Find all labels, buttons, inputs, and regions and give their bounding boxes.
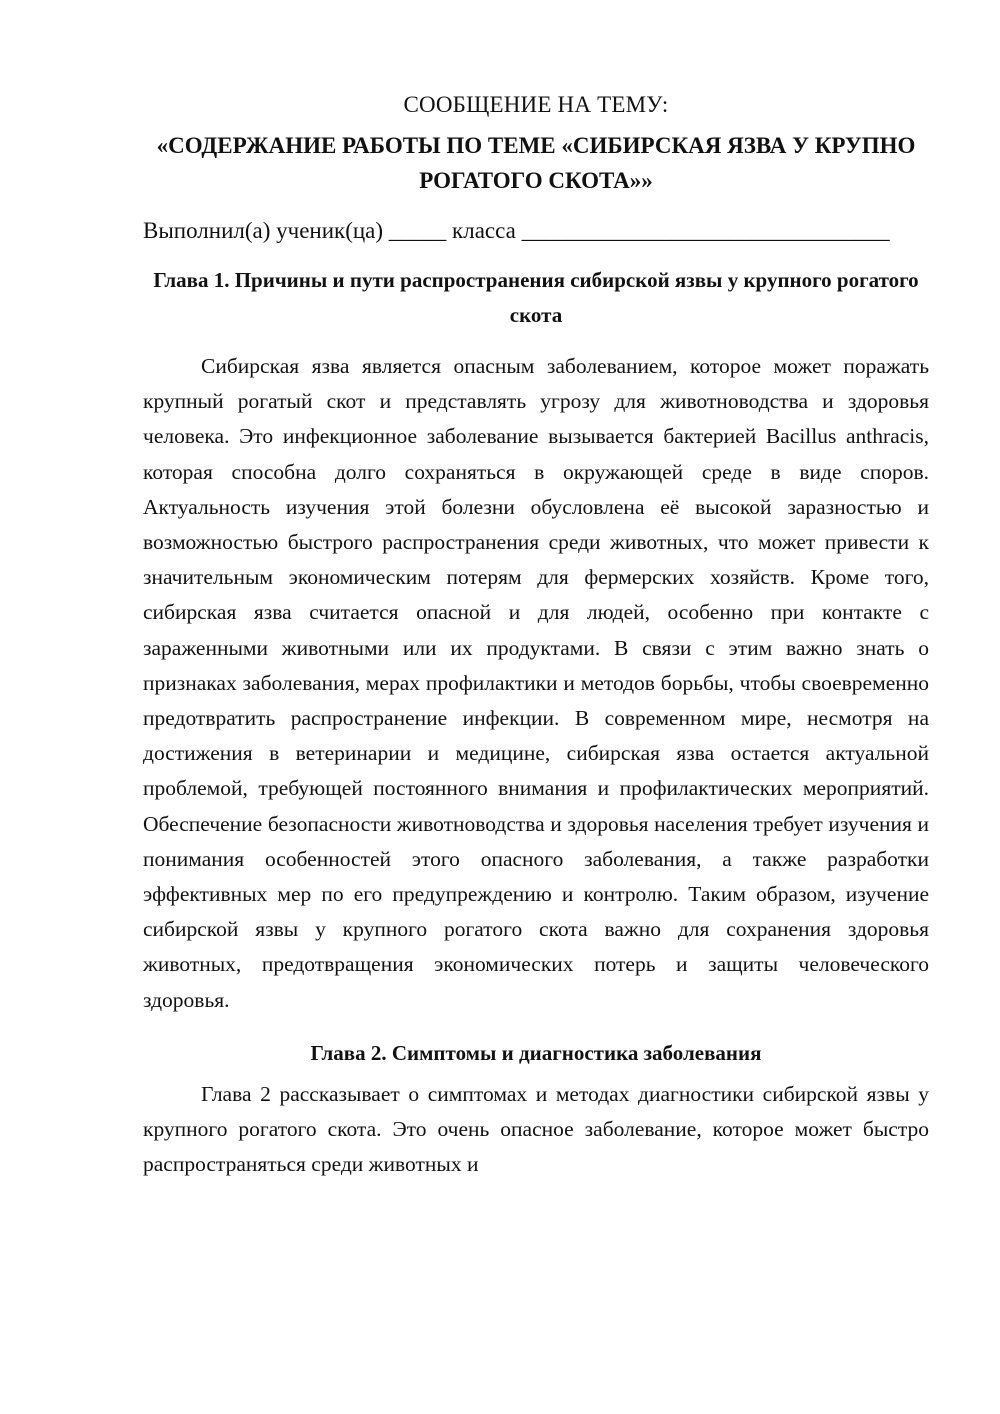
document-page [143,88,929,1182]
author-line: Выполнил(а) ученик(ца) _____ класса ________________________________ [143,218,890,243]
document-title: «СОДЕРЖАНИЕ РАБОТЫ ПО ТЕМЕ «СИБИРСКАЯ ЯЗВА У КРУПНО РОГАТОГО СКОТА»» [156,133,916,193]
chapter-1-paragraph: Сибирская язва является опасным заболеванием, которое может поражать крупный рогатый скот и представлять угрозу для животноводства и здоровья человека. Это инфекционное заболевание вызывается бактерией Bacillus anthracis, которая способна долго сохраняться в окружающей среде в виде споров. Актуальность изучения этой болезни обусловлена её высокой заразностью и возможностью быстрого распространения среди животных, что может привести к значительным экономическим потерям для фермерских хозяйств. Кроме того, сибирская язва считается опасной и для людей, особенно при контакте с зараженными животными или их продуктами. В связи с этим важно знать о признаках заболевания, мерах профилактики и методов борьбы, чтобы своевременно предотвратить распространение инфекции. В современном мире, несмотря на достижения в ветеринарии и медицине, сибирская язва остается актуальной проблемой, требующей постоянного внимания и профилактических мероприятий. Обеспечение безопасности животноводства и здоровья населения требует изучения и понимания особенностей этого опасного заболевания, а также разработки эффективных мер по его предупреждению и контролю. Таким образом, изучение сибирской язвы у крупного рогатого скота важно для сохранения здоровья животных, предотвращения экономических потерь и защиты человеческого здоровья. [143,354,929,1012]
chapter-2-heading: Глава 2. Симптомы и диагностика заболевания [310,1040,762,1065]
chapter-2-paragraph: Глава 2 рассказывает о симптомах и методах диагностики сибирской язвы у крупного рогатого скота. Это очень опасное заболевание, которое может быстро распространяться среди животных и [143,1081,929,1177]
chapter-1-heading: Глава 1. Причины и пути распространения сибирской язвы у крупного рогатого скота [153,268,919,327]
document-header: СООБЩЕНИЕ НА ТЕМУ: [403,92,669,117]
